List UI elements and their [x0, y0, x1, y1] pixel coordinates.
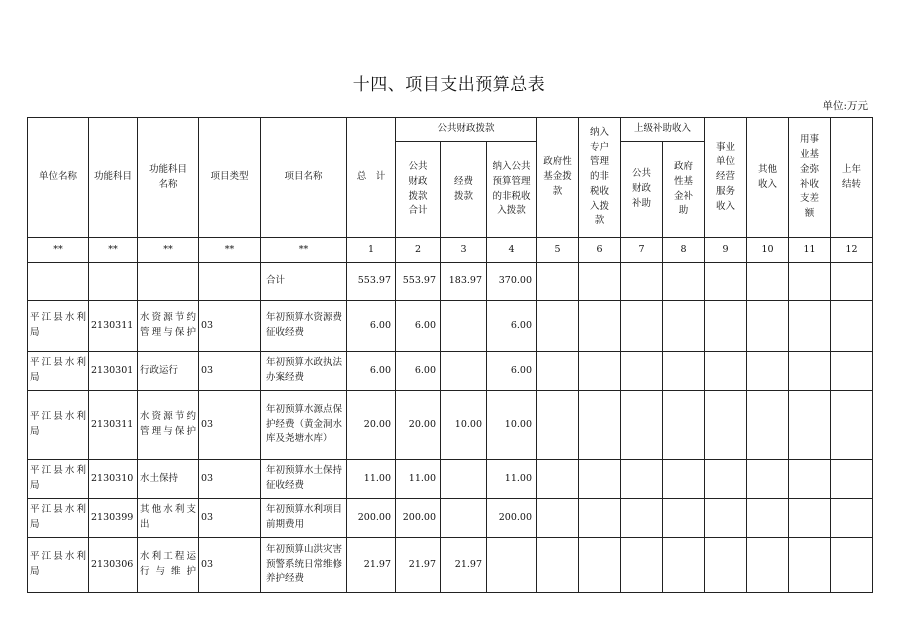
row-func-name: 行政运行 — [138, 352, 199, 391]
row-fund — [441, 499, 487, 538]
index-cell: 5 — [537, 238, 579, 263]
header-sup-gov: 政府性基金补助 — [663, 142, 705, 238]
index-cell: ** — [89, 238, 138, 263]
header-proj-type: 项目类型 — [199, 118, 261, 238]
index-cell: 9 — [705, 238, 747, 263]
row-fund — [441, 301, 487, 352]
row-type: 03 — [199, 499, 261, 538]
row-public: 200.00 — [396, 499, 441, 538]
header-biz: 事业单位经营服务收入 — [705, 118, 747, 238]
row-code: 2130399 — [89, 499, 138, 538]
table-row — [28, 391, 873, 460]
table-row — [28, 499, 873, 538]
index-cell: ** — [138, 238, 199, 263]
total-fund: 183.97 — [441, 263, 487, 301]
row-nontax: 200.00 — [487, 499, 537, 538]
row-public: 20.00 — [396, 391, 441, 460]
row-unit: 平江县水利局 — [28, 352, 89, 391]
row-unit: 平江县水利局 — [28, 460, 89, 499]
row-unit: 平江县水利局 — [28, 301, 89, 352]
index-cell: 1 — [347, 238, 396, 263]
index-cell: ** — [261, 238, 347, 263]
total-public: 553.97 — [396, 263, 441, 301]
header-public-sub: 公共财政拨款合计 — [396, 142, 441, 238]
header-total: 总 计 — [347, 118, 396, 238]
total-label: 合计 — [261, 263, 347, 301]
header-superior: 上级补助收入 — [621, 118, 705, 142]
header-biz-fund: 用事业基金弥补收支差额 — [789, 118, 831, 238]
row-func-name: 水资源节约管理与保护 — [138, 301, 199, 352]
row-func-name: 水土保持 — [138, 460, 199, 499]
header-gov-fund: 政府性基金拨款 — [537, 118, 579, 238]
row-proj: 年初预算水土保持征收经费 — [261, 460, 347, 499]
row-fund — [441, 352, 487, 391]
header-proj-name: 项目名称 — [261, 118, 347, 238]
row-nontax: 10.00 — [487, 391, 537, 460]
row-public: 6.00 — [396, 301, 441, 352]
row-unit: 平江县水利局 — [28, 499, 89, 538]
row-code: 2130311 — [89, 391, 138, 460]
header-func-name: 功能科目名称 — [138, 118, 199, 238]
row-unit: 平江县水利局 — [28, 391, 89, 460]
row-type: 03 — [199, 460, 261, 499]
row-total: 20.00 — [347, 391, 396, 460]
index-cell: 10 — [747, 238, 789, 263]
row-func-name: 水资源节约管理与保护 — [138, 391, 199, 460]
page-title: 十四、项目支出预算总表 — [352, 75, 546, 95]
row-code: 2130310 — [89, 460, 138, 499]
row-nontax — [487, 538, 537, 593]
row-nontax: 11.00 — [487, 460, 537, 499]
header-nontax-special: 纳入专户管理的非税收入拨款 — [579, 118, 621, 238]
header-sup-public: 公共财政补助 — [621, 142, 663, 238]
header-fund-alloc: 经费拨款 — [441, 142, 487, 238]
row-type: 03 — [199, 301, 261, 352]
row-total: 11.00 — [347, 460, 396, 499]
row-total: 200.00 — [347, 499, 396, 538]
index-row — [28, 238, 873, 263]
row-type: 03 — [199, 391, 261, 460]
row-func-name: 其他水利支出 — [138, 499, 199, 538]
row-type: 03 — [199, 352, 261, 391]
total-row — [28, 263, 873, 301]
row-code: 2130301 — [89, 352, 138, 391]
table-row — [28, 352, 873, 391]
index-cell: 3 — [441, 238, 487, 263]
row-nontax: 6.00 — [487, 301, 537, 352]
row-code: 2130311 — [89, 301, 138, 352]
index-cell: 4 — [487, 238, 537, 263]
row-proj: 年初预算水利项目前期费用 — [261, 499, 347, 538]
row-proj: 年初预算水源点保护经费（黄金洞水库及尧塘水库） — [261, 391, 347, 460]
header-carry: 上年结转 — [831, 118, 873, 238]
header-func-code: 功能科目 — [89, 118, 138, 238]
row-type: 03 — [199, 538, 261, 593]
row-unit: 平江县水利局 — [28, 538, 89, 593]
header-public-fiscal: 公共财政拨款 — [396, 118, 537, 142]
row-total: 6.00 — [347, 352, 396, 391]
row-nontax: 6.00 — [487, 352, 537, 391]
header-unit-name: 单位名称 — [28, 118, 89, 238]
row-proj: 年初预算水政执法办案经费 — [261, 352, 347, 391]
index-cell: 8 — [663, 238, 705, 263]
header-nontax-public: 纳入公共预算管理的非税收入拨款 — [487, 142, 537, 238]
table-row — [28, 460, 873, 499]
index-cell: 6 — [579, 238, 621, 263]
row-total: 6.00 — [347, 301, 396, 352]
table-row — [28, 538, 873, 593]
row-public: 21.97 — [396, 538, 441, 593]
row-code: 2130306 — [89, 538, 138, 593]
total-value: 553.97 — [347, 263, 396, 301]
total-nontax: 370.00 — [487, 263, 537, 301]
unit-label: 单位:万元 — [822, 100, 868, 112]
row-public: 6.00 — [396, 352, 441, 391]
row-fund: 21.97 — [441, 538, 487, 593]
row-total: 21.97 — [347, 538, 396, 593]
index-cell: 12 — [831, 238, 873, 263]
row-proj: 年初预算水资源费征收经费 — [261, 301, 347, 352]
table-row — [28, 301, 873, 352]
budget-table — [27, 117, 873, 593]
index-cell: 7 — [621, 238, 663, 263]
index-cell: 2 — [396, 238, 441, 263]
row-func-name: 水利工程运行与维护 — [138, 538, 199, 593]
header-other: 其他收入 — [747, 118, 789, 238]
row-proj: 年初预算山洪灾害预警系统日常维修养护经费 — [261, 538, 347, 593]
index-cell: 11 — [789, 238, 831, 263]
row-fund — [441, 460, 487, 499]
row-public: 11.00 — [396, 460, 441, 499]
row-fund: 10.00 — [441, 391, 487, 460]
index-cell: ** — [28, 238, 89, 263]
index-cell: ** — [199, 238, 261, 263]
